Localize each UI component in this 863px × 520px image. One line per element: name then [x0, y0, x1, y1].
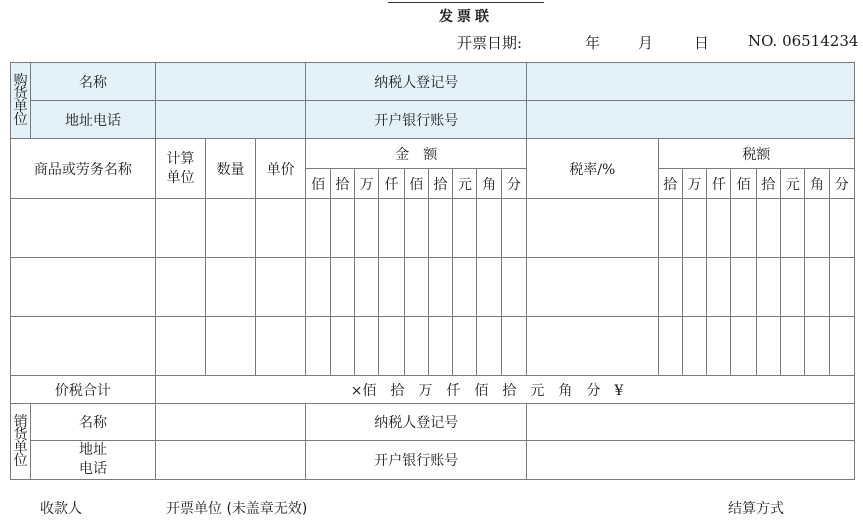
seller-address-field[interactable]	[155, 441, 306, 480]
tax-digit: 拾	[658, 169, 682, 199]
invoice-number: NO. 06514234	[748, 32, 859, 50]
tax-digit: 万	[682, 169, 706, 199]
seller-taxpayer-id-field[interactable]	[527, 404, 855, 441]
seller-bank-field[interactable]	[527, 441, 855, 480]
items-header-row	[11, 139, 855, 169]
tax-digit: 元	[781, 169, 805, 199]
invoice-table	[10, 62, 855, 480]
buyer-row-name	[11, 63, 855, 101]
total-label: 价税合计	[11, 376, 156, 404]
seller-row-address	[11, 441, 855, 480]
tax-digit: 角	[805, 169, 829, 199]
buyer-bank-label: 开户银行账号	[306, 101, 527, 139]
tax-rate-label: 税率/%	[527, 139, 659, 199]
amount-digit: 佰	[404, 169, 428, 199]
buyer-address-label: 地址电话	[31, 101, 155, 139]
buyer-char: 货	[13, 85, 28, 102]
price-label: 单价	[255, 139, 306, 199]
year-label: 年	[585, 34, 601, 52]
seller-char: 货	[13, 426, 28, 443]
amount-digit: 拾	[428, 169, 452, 199]
tax-digit: 仟	[707, 169, 731, 199]
month-label: 月	[638, 34, 654, 52]
seller-taxpayer-id-label: 纳税人登记号	[306, 404, 527, 441]
seller-row-name	[11, 404, 855, 441]
buyer-char: 位	[13, 111, 28, 128]
seller-bank-label: 开户银行账号	[306, 441, 527, 480]
buyer-section-label	[11, 63, 31, 139]
tax-amount-label: 税额	[658, 139, 854, 169]
seller-char: 位	[13, 452, 28, 469]
seller-name-field[interactable]	[155, 404, 306, 441]
unit-label	[155, 139, 206, 199]
seller-name-label: 名称	[31, 404, 155, 441]
buyer-name-field[interactable]	[155, 63, 306, 101]
total-row	[11, 376, 855, 404]
settlement-label: 结算方式	[728, 501, 784, 517]
payee-label: 收款人	[40, 501, 82, 517]
item-row[interactable]	[11, 317, 855, 376]
amount-digit: 拾	[330, 169, 354, 199]
amount-digit: 元	[453, 169, 477, 199]
seller-section-label	[11, 404, 31, 480]
date-label: 开票日期:	[457, 34, 523, 52]
amount-digit: 佰	[306, 169, 330, 199]
amount-digit: 仟	[379, 169, 404, 199]
tax-digit: 分	[829, 169, 854, 199]
goods-label: 商品或劳务名称	[11, 139, 156, 199]
seller-address-line: 电话	[78, 461, 107, 477]
amount-label: 金 额	[306, 139, 527, 169]
seller-char: 销	[13, 413, 28, 430]
tax-digit: 拾	[756, 169, 780, 199]
item-row[interactable]	[11, 199, 855, 258]
amount-digit: 角	[477, 169, 501, 199]
title-rule	[388, 2, 544, 3]
qty-label: 数量	[206, 139, 256, 199]
amount-digit: 万	[355, 169, 379, 199]
seller-address-label	[31, 441, 155, 480]
buyer-char: 购	[13, 72, 28, 89]
buyer-name-label: 名称	[31, 63, 155, 101]
total-amount-text: ×佰 拾 万 仟 佰 拾 元 角 分 ¥	[155, 376, 854, 404]
issuer-label: 开票单位 (未盖章无效)	[166, 501, 308, 517]
item-row[interactable]	[11, 258, 855, 317]
buyer-taxpayer-id-label: 纳税人登记号	[306, 63, 527, 101]
tax-digit: 佰	[731, 169, 756, 199]
buyer-row-address	[11, 101, 855, 139]
buyer-bank-field[interactable]	[527, 101, 855, 139]
amount-digit: 分	[501, 169, 526, 199]
buyer-taxpayer-id-field[interactable]	[527, 63, 855, 101]
seller-char: 单	[13, 439, 28, 456]
buyer-char: 单	[13, 98, 28, 115]
unit-label-line: 单位	[166, 169, 195, 186]
buyer-address-field[interactable]	[155, 101, 306, 139]
day-label: 日	[694, 34, 710, 52]
unit-label-line: 计算	[166, 150, 195, 167]
invoice-title: 发票联	[439, 9, 493, 25]
seller-address-line: 地址	[78, 442, 107, 458]
